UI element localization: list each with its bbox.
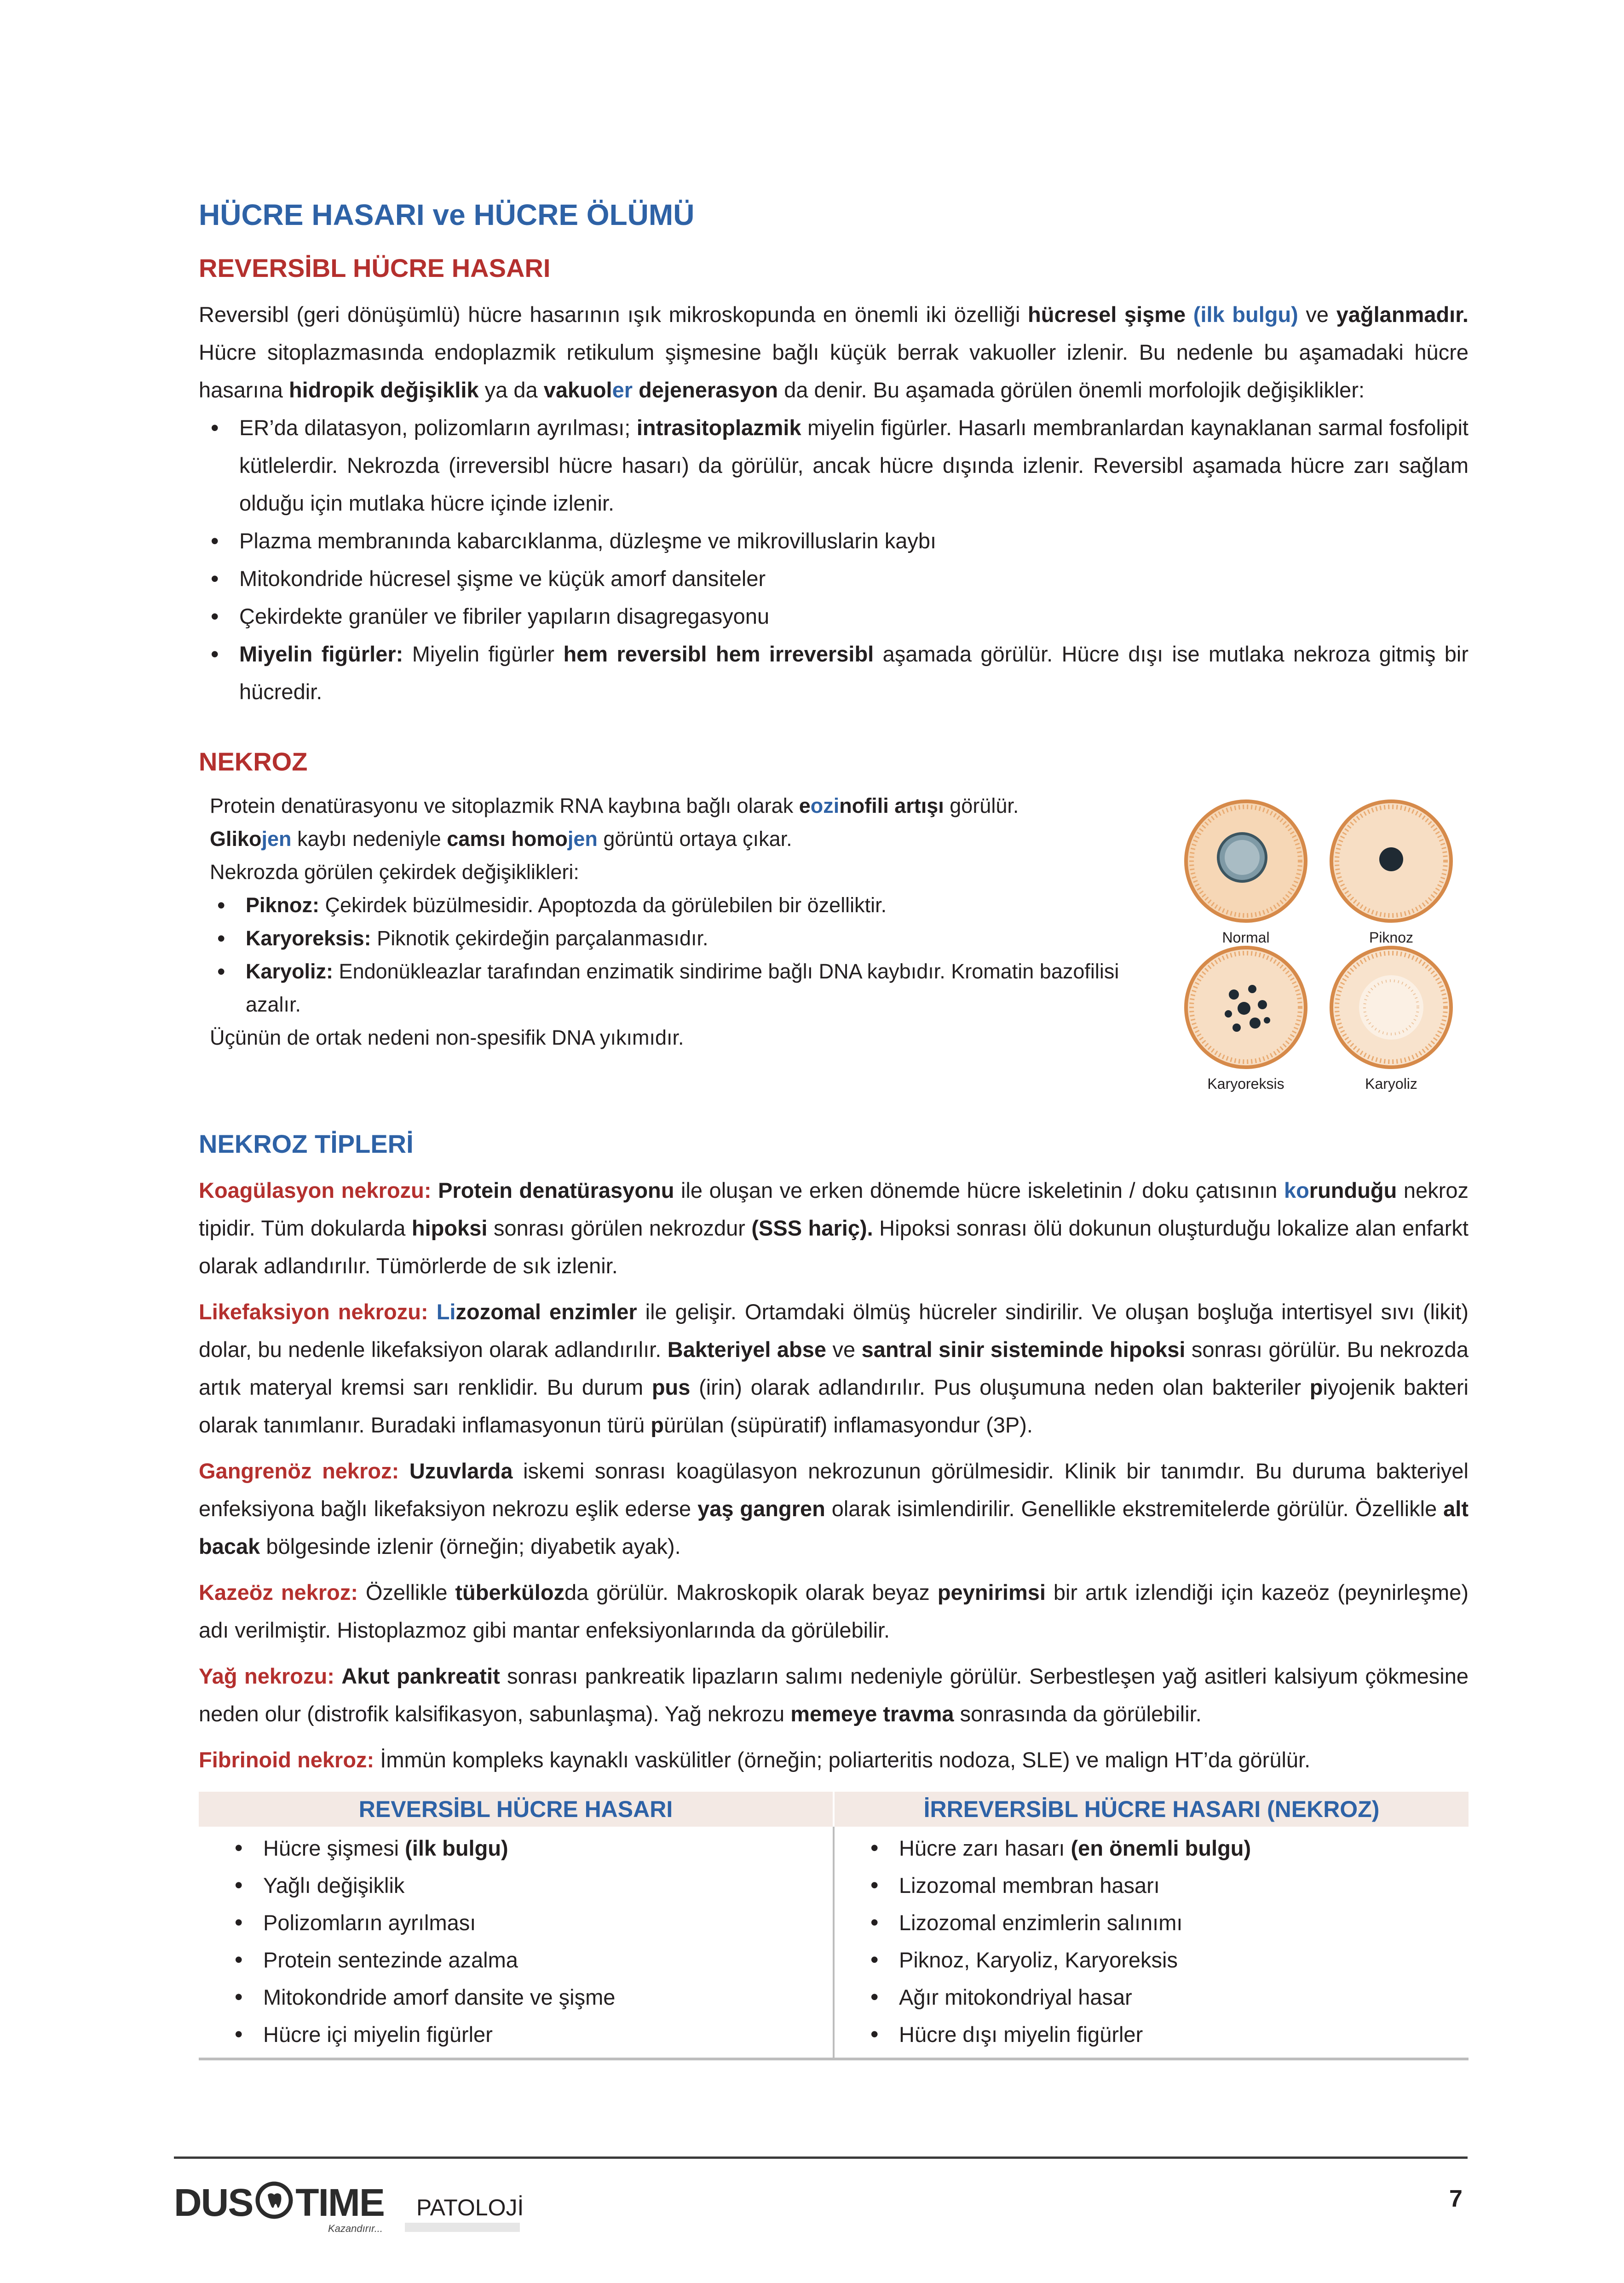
reversible-paragraph: Reversibl (geri dönüşümlü) hücre hasarının ışık mikroskopunda en önemli iki özelliği hücresel şişme (ilk bulgu) ve yağlanmadır. Hücre sitoplazmasında endoplazmik retikulum şişmesine bağlı küçük berrak vakuoller izlenir. Bu nedenle bu aşamadaki hücre hasarına hidropik değişiklik ya da vakuoler dejenerasyon da denir. Bu aşamada görülen önemli morfolojik değişiklikler: bbox=[199, 302, 1469, 402]
necrosis-heading: NEKROZ bbox=[199, 747, 308, 776]
logo-text-dus: DUS bbox=[174, 2181, 253, 2224]
page-title: HÜCRE HASARI ve HÜCRE ÖLÜMÜ bbox=[199, 198, 695, 231]
figure-label-karyorrhexis: Karyoreksis bbox=[1207, 1075, 1284, 1092]
necrosis-body bbox=[199, 789, 1469, 1093]
figure-label-pyknosis: Piknoz bbox=[1369, 929, 1414, 946]
necrosis-footer: Üçünün de ortak nedeni non-spesifik DNA yıkımıdır. bbox=[210, 1026, 684, 1049]
karyorrhexis-cell-image bbox=[1183, 945, 1308, 1070]
table-header-reversible: REVERSİBL HÜCRE HASARI bbox=[199, 1792, 834, 1827]
pyknosis-cell-image bbox=[1329, 799, 1454, 924]
list-item: • Miyelin figürler: Miyelin figürler hem reversibl hem irreversibl aşamada görülür. Hücre dışı ise mutlaka nekroza gitmiş bir hücredir. bbox=[239, 635, 1469, 711]
list-item: • Plazma membranında kabarcıklanma, düzleşme ve mikrovilluslarin kaybı bbox=[239, 522, 1469, 560]
list-item: • Piknoz: Çekirdek büzülmesidir. Apoptozda da görülebilen bir özelliktir. bbox=[246, 889, 1148, 922]
figure-label-karyolysis: Karyoliz bbox=[1365, 1075, 1417, 1092]
necrosis-types-section bbox=[199, 1129, 1469, 1779]
section-label: PATOLOJİ bbox=[416, 2195, 524, 2220]
reversible-bullets bbox=[199, 409, 1469, 711]
necrosis-section bbox=[199, 747, 1469, 1093]
fat-necrosis: Yağ nekrozu: Akut pankreatit sonrası pankreatik lipazların salımı nedeniyle görülür. Serbestleşen yağ asitleri kalsiyum çökmesine neden olur (distrofik kalsifikasyon, sabunlaşma). Yağ nekrozu memeye travma sonrasında da görülebilir. bbox=[199, 1664, 1469, 1726]
comparison-table bbox=[199, 1792, 1469, 2060]
page-content bbox=[199, 198, 1469, 2060]
logo-tagline: Kazandırır... bbox=[328, 2223, 383, 2234]
table-header-irreversible: İRREVERSİBL HÜCRE HASARI (NEKROZ) bbox=[834, 1792, 1469, 1827]
list-item: • Karyoreksis: Piknotik çekirdeğin parçalanmasıdır. bbox=[246, 922, 1148, 955]
list-item: • Çekirdekte granüler ve fibriler yapıların disagregasyonu bbox=[239, 598, 1469, 635]
list-item: • Hücre zarı hasarı (en önemli bulgu) bbox=[899, 1829, 1469, 1867]
irreversible-column bbox=[834, 1827, 1469, 2059]
nucleus-figure bbox=[1183, 799, 1459, 1093]
list-item: • Hücre şişmesi (ilk bulgu) bbox=[263, 1829, 833, 1867]
list-item: • Lizozomal enzimlerin salınımı bbox=[899, 1904, 1469, 1941]
tooth-clock-icon bbox=[255, 2181, 294, 2220]
karyolysis-cell-image bbox=[1329, 945, 1454, 1070]
list-item: • Hücre dışı miyelin figürler bbox=[899, 2016, 1469, 2053]
necrosis-line-3: Nekrozda görülen çekirdek değişiklikleri: bbox=[210, 860, 579, 884]
list-item: • Yağlı değişiklik bbox=[263, 1867, 833, 1904]
reversible-section bbox=[199, 253, 1469, 711]
list-item: • Lizozomal membran hasarı bbox=[899, 1867, 1469, 1904]
necrosis-text bbox=[210, 789, 1148, 1054]
normal-cell-image bbox=[1183, 799, 1308, 924]
page-number: 7 bbox=[1449, 2185, 1463, 2212]
necrosis-line-1: Protein denatürasyonu ve sitoplazmik RNA kaybına bağlı olarak eozinofili artışı görülür. bbox=[210, 794, 1019, 817]
nucleus-changes-list bbox=[210, 889, 1148, 1021]
figure-label-normal: Normal bbox=[1222, 929, 1270, 946]
list-item: • Piknoz, Karyoliz, Karyoreksis bbox=[899, 1941, 1469, 1978]
gangrenous-necrosis: Gangrenöz nekroz: Uzuvlarda iskemi sonrası koagülasyon nekrozunun görülmesidir. Klinik bir tanımdır. Bu duruma bakteriyel enfeksiyona bağlı likefaksiyon nekrozu eşlik ederse yaş gangren olarak isimlendirilir. Genellikle ekstremitelerde görülür. Özellikle alt bacak bölgesinde izlenir (örneğin; diyabetik ayak). bbox=[199, 1459, 1469, 1558]
reversible-heading: REVERSİBL HÜCRE HASARI bbox=[199, 253, 551, 282]
list-item: • Ağır mitokondriyal hasar bbox=[899, 1978, 1469, 2016]
logo-text-time: TIME bbox=[295, 2181, 384, 2224]
dustime-logo bbox=[174, 2180, 384, 2234]
list-item: • Karyoliz: Endonükleazlar tarafından enzimatik sindirime bağlı DNA kaybıdır. Kromatin bazofilisi azalır. bbox=[246, 955, 1148, 1021]
caseous-necrosis: Kazeöz nekroz: Özellikle tüberkülozda görülür. Makroskopik olarak beyaz peynirimsi bir artık izlendiği için kazeöz (peynirleşme) adı verilmiştir. Histoplazmoz gibi mantar enfeksiyonlarında da görülebilir. bbox=[199, 1580, 1469, 1642]
fibrinoid-necrosis: Fibrinoid nekroz: İmmün kompleks kaynaklı vaskülitler (örneğin; poliarteritis nodoza, SLE) ve malign HT’da görülür. bbox=[199, 1748, 1311, 1772]
list-item: • Polizomların ayrılması bbox=[263, 1904, 833, 1941]
necrosis-types-heading: NEKROZ TİPLERİ bbox=[199, 1129, 414, 1158]
coagulation-necrosis: Koagülasyon nekrozu: Protein denatürasyonu ile oluşan ve erken dönemde hücre iskeletinin / doku çatısının korunduğu nekroz tipidir. Tüm dokularda hipoksi sonrası görülen nekrozdur (SSS hariç). Hipoksi sonrası ölü dokunun oluşturduğu lokalize alan enfarkt olarak adlandırılır. Tümörlerde de sık izlenir. bbox=[199, 1178, 1469, 1278]
table-row bbox=[199, 1827, 1469, 2059]
liquefaction-necrosis: Likefaksiyon nekrozu: Lizozomal enzimler ile gelişir. Ortamdaki ölmüş hücreler sindirilir. Ve oluşan boşluğa intertisyel sıvı (likit) dolar, bu nedenle likefaksiyon olarak adlandırılır. Bakteriyel abse ve santral sinir sisteminde hipoksi sonrası görülür. Bu nekrozda artık materyal kremsi sarı renklidir. Bu durum pus (irin) olarak adlandırılır. Pus oluşumuna neden olan bakteriler piyojenik bakteri olarak tanımlanır. Buradaki inflamasyonun türü pürülan (süpüratif) inflamasyondur (3P). bbox=[199, 1300, 1469, 1437]
list-item: • Hücre içi miyelin figürler bbox=[263, 2016, 833, 2053]
list-item: • ER’da dilatasyon, polizomların ayrılması; intrasitoplazmik miyelin figürler. Hasarlı membranlardan kaynaklanan sarmal fosfolipit kütlelerdir. Nekrozda (irreversibl hücre hasarı) da görülür, ancak hücre dışında izlenir. Reversibl aşamada hücre zarı sağlam olduğu için mutlaka hücre içinde izlenir. bbox=[239, 409, 1469, 522]
necrosis-line-2: Glikojen kaybı nedeniyle camsı homojen görüntü ortaya çıkar. bbox=[210, 827, 792, 851]
list-item: • Mitokondride hücresel şişme ve küçük amorf dansiteler bbox=[239, 560, 1469, 598]
reversible-column bbox=[199, 1827, 834, 2059]
list-item: • Protein sentezinde azalma bbox=[263, 1941, 833, 1978]
section-label-underline bbox=[405, 2223, 520, 2232]
footer-divider bbox=[174, 2156, 1468, 2159]
list-item: • Mitokondride amorf dansite ve şişme bbox=[263, 1978, 833, 2016]
